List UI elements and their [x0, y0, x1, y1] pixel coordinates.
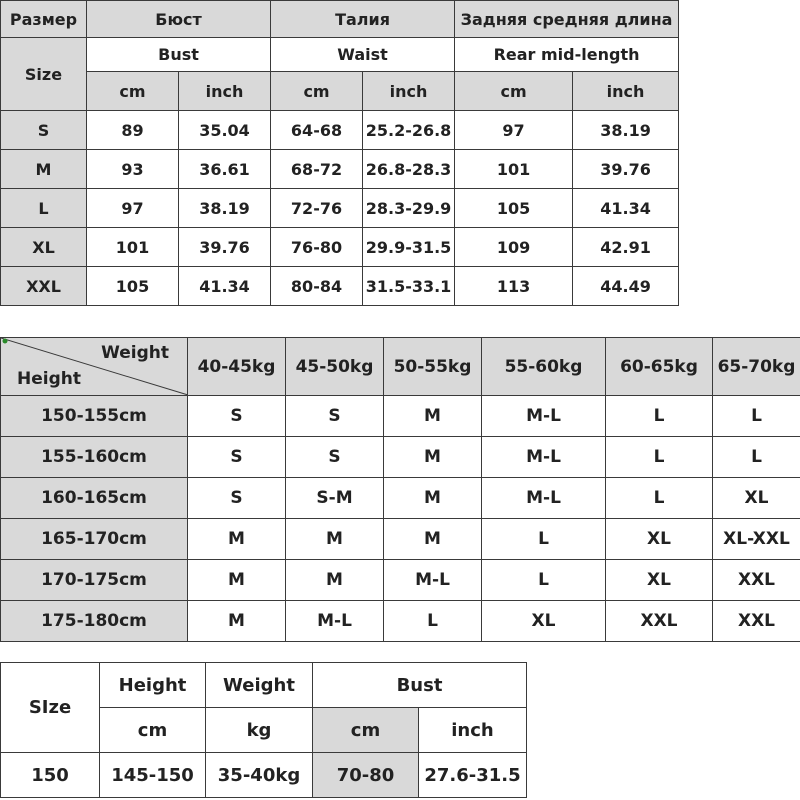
kids-size-table [0, 662, 527, 798]
weight-range-header: 45-50kg [286, 338, 384, 396]
table-cell: S [188, 478, 286, 519]
table-cell: XL [606, 560, 713, 601]
table-cell: 89 [87, 111, 179, 150]
table-row [1, 189, 679, 228]
table-cell: 109 [455, 228, 573, 267]
height-header: Height [100, 663, 206, 708]
table-cell: M-L [482, 437, 606, 478]
bust-header-ru: Бюст [87, 1, 271, 38]
table-cell: S [188, 396, 286, 437]
table-cell: L [384, 601, 482, 642]
table-cell: XL [482, 601, 606, 642]
unit-header: inch [573, 72, 679, 111]
table-row [1, 228, 679, 267]
table-cell: M-L [384, 560, 482, 601]
table-cell: L [713, 396, 800, 437]
unit-header: cm [87, 72, 179, 111]
table-cell: L [482, 560, 606, 601]
height-range-label: 160-165cm [1, 478, 188, 519]
table-cell: 72-76 [271, 189, 363, 228]
size-header-ru: Размер [1, 1, 87, 38]
table-cell: 31.5-33.1 [363, 267, 455, 306]
table-cell: S [286, 437, 384, 478]
size-label: XL [1, 228, 87, 267]
unit-header: cm [455, 72, 573, 111]
table-cell: 70-80 [313, 753, 419, 798]
table-row [1, 601, 800, 642]
size-label: M [1, 150, 87, 189]
table-row [1, 560, 800, 601]
height-range-label: 150-155cm [1, 396, 188, 437]
table-cell: 26.8-28.3 [363, 150, 455, 189]
weight-header: Weight [206, 663, 313, 708]
table-row [1, 519, 800, 560]
table-cell: 97 [455, 111, 573, 150]
table-cell: 80-84 [271, 267, 363, 306]
bust-header: Bust [313, 663, 527, 708]
size-header-en: Size [1, 38, 87, 111]
table-cell: M [188, 601, 286, 642]
diagonal-header-cell [1, 338, 188, 396]
table-cell: 113 [455, 267, 573, 306]
table-cell: 41.34 [573, 189, 679, 228]
table-cell: 64-68 [271, 111, 363, 150]
table-cell: 29.9-31.5 [363, 228, 455, 267]
table-cell: M [188, 519, 286, 560]
table-cell: 39.76 [573, 150, 679, 189]
unit-header: kg [206, 708, 313, 753]
table-cell: XL [713, 478, 800, 519]
table-cell: 27.6-31.5 [419, 753, 527, 798]
table-cell: 25.2-26.8 [363, 111, 455, 150]
table-cell: 101 [87, 228, 179, 267]
weight-range-header: 65-70kg [713, 338, 800, 396]
unit-header: inch [179, 72, 271, 111]
table-cell: M [384, 478, 482, 519]
unit-header: cm [100, 708, 206, 753]
weight-range-header: 40-45kg [188, 338, 286, 396]
table-cell: XXL [606, 601, 713, 642]
table-cell: XL-XXL [713, 519, 800, 560]
table-cell: L [606, 437, 713, 478]
table-cell: M-L [482, 396, 606, 437]
weight-axis-label: Weight [101, 343, 169, 363]
waist-header-en: Waist [271, 38, 455, 72]
table-cell: S-M [286, 478, 384, 519]
table-cell: 41.34 [179, 267, 271, 306]
table-cell: 35.04 [179, 111, 271, 150]
unit-header: inch [363, 72, 455, 111]
table-cell: 38.19 [179, 189, 271, 228]
size-label: XXL [1, 267, 87, 306]
table-cell: M-L [286, 601, 384, 642]
corner-dot-icon [3, 339, 8, 344]
table-cell: M [286, 519, 384, 560]
table-cell: 68-72 [271, 150, 363, 189]
weight-range-header: 60-65kg [606, 338, 713, 396]
table-cell: L [606, 396, 713, 437]
table-cell: 39.76 [179, 228, 271, 267]
rear-length-header-en: Rear mid-length [455, 38, 679, 72]
size-label: S [1, 111, 87, 150]
unit-header: cm [271, 72, 363, 111]
table-cell: 38.19 [573, 111, 679, 150]
table-cell: XXL [713, 601, 800, 642]
size-chart-table [0, 0, 679, 306]
table-cell: 76-80 [271, 228, 363, 267]
weight-range-header: 55-60kg [482, 338, 606, 396]
table-cell: 101 [455, 150, 573, 189]
table-row [1, 267, 679, 306]
table-cell: 35-40kg [206, 753, 313, 798]
height-range-label: 165-170cm [1, 519, 188, 560]
bust-header-en: Bust [87, 38, 271, 72]
size-label: L [1, 189, 87, 228]
table-cell: 28.3-29.9 [363, 189, 455, 228]
size-header: SIze [1, 663, 100, 753]
table-cell: XXL [713, 560, 800, 601]
table-row [1, 150, 679, 189]
table-cell: 145-150 [100, 753, 206, 798]
unit-header: inch [419, 708, 527, 753]
table-cell: 105 [87, 267, 179, 306]
table-cell: M [384, 396, 482, 437]
table-cell: 36.61 [179, 150, 271, 189]
table-cell: S [188, 437, 286, 478]
unit-header: cm [313, 708, 419, 753]
size-label: 150 [1, 753, 100, 798]
table-cell: M-L [482, 478, 606, 519]
table-cell: L [713, 437, 800, 478]
rear-length-header-ru: Задняя средняя длина [455, 1, 679, 38]
height-range-label: 155-160cm [1, 437, 188, 478]
table-row [1, 111, 679, 150]
table-cell: L [482, 519, 606, 560]
table-cell: S [286, 396, 384, 437]
height-range-label: 175-180cm [1, 601, 188, 642]
waist-header-ru: Талия [271, 1, 455, 38]
height-axis-label: Height [17, 369, 81, 389]
height-weight-table [0, 337, 800, 642]
table-cell: M [188, 560, 286, 601]
table-row [1, 396, 800, 437]
table-cell: L [606, 478, 713, 519]
table-cell: M [384, 519, 482, 560]
table-cell: M [286, 560, 384, 601]
table-row [1, 753, 527, 798]
table-cell: XL [606, 519, 713, 560]
table-cell: 105 [455, 189, 573, 228]
table-row [1, 478, 800, 519]
table-cell: 42.91 [573, 228, 679, 267]
table-cell: M [384, 437, 482, 478]
weight-range-header: 50-55kg [384, 338, 482, 396]
table-cell: 93 [87, 150, 179, 189]
table-cell: 97 [87, 189, 179, 228]
table-cell: 44.49 [573, 267, 679, 306]
height-range-label: 170-175cm [1, 560, 188, 601]
table-row [1, 437, 800, 478]
